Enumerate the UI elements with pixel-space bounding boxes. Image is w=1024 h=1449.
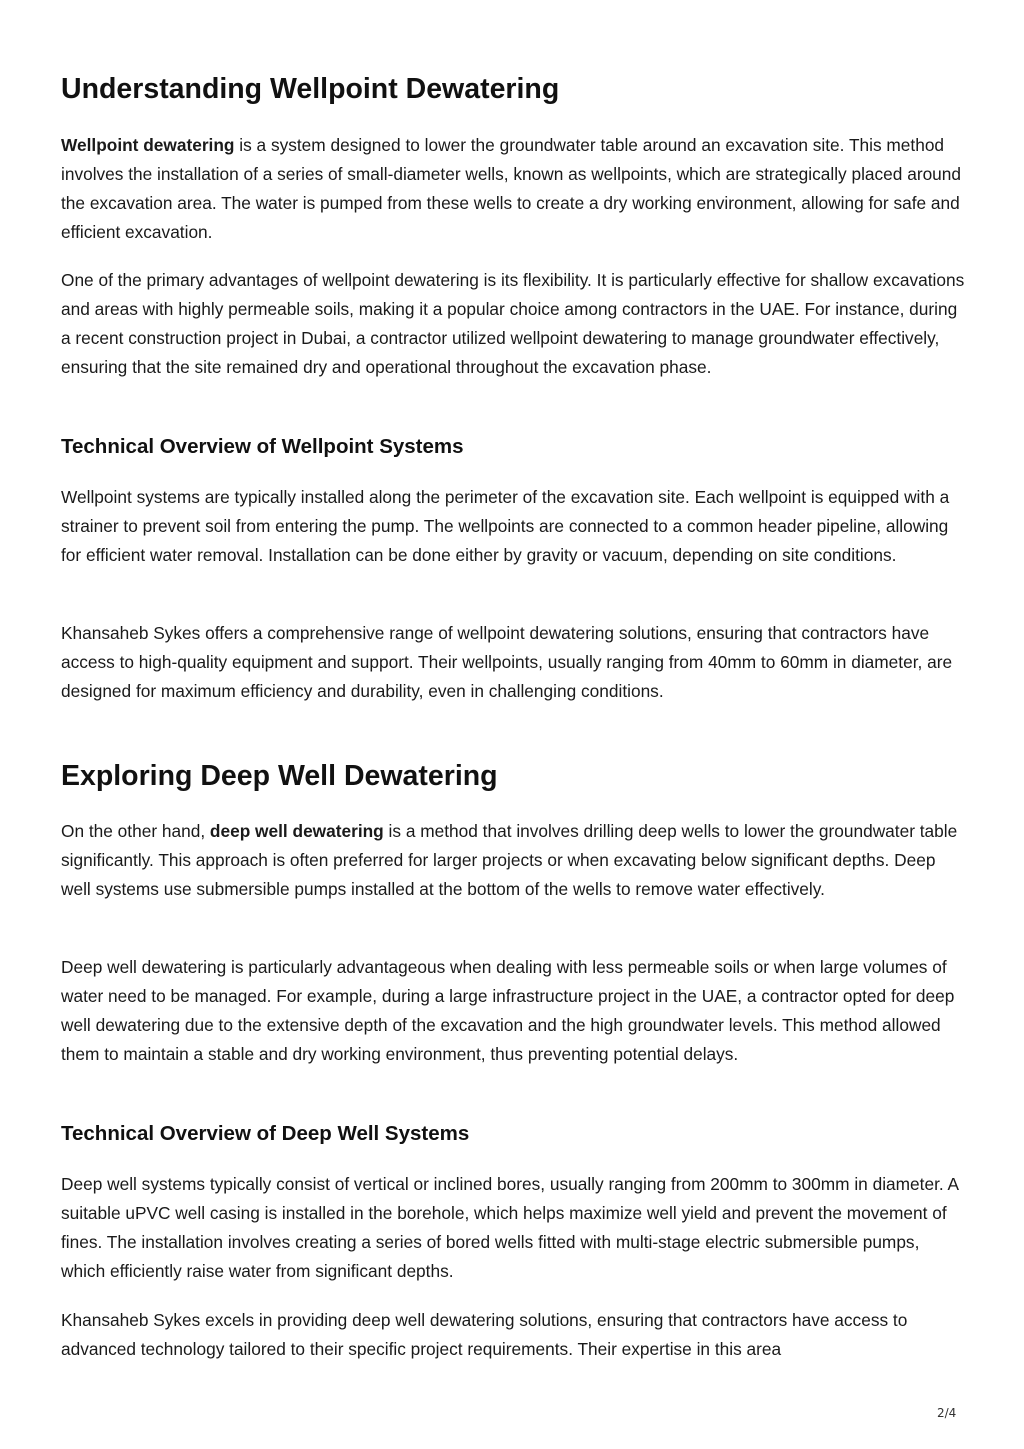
paragraph-text: is a system designed to lower the groundwater table around an excavation site. This method involves the installation of a series of small-diameter wells, known as wellpoints, which are strategically placed around the excavation area. The water is pumped from these wells to create a dry working environment, allowing for safe and efficient excavation. [61,135,962,242]
paragraph-wellpoint-intro [61,131,967,247]
bold-term-deep-well-dewatering: deep well dewatering [209,821,384,841]
paragraph-lead-text: On the other hand, [61,821,210,841]
paragraph-wellpoint-advantages: One of the primary advantages of wellpoint dewatering is its flexibility. It is particularly effective for shallow excavations and areas with highly permeable soils, making it a popular choice among contractors in the UAE. For instance, during a recent construction project in Dubai, a contractor utilized wellpoint dewatering to manage groundwater effectively, ensuring that the site remained dry and operational throughout the excavation phase. [61,270,965,377]
paragraph-text: is a method that involves drilling deep wells to lower the groundwater table significantly. This approach is often preferred for larger projects or when excavating below significant depths. Deep well systems use submersible pumps installed at the bottom of the wells to remove water effectively. [61,821,958,899]
paragraph-deep-well-khansaheb: Khansaheb Sykes excels in providing deep well dewatering solutions, ensuring that contractors have access to advanced technology tailored to their specific project requirements. Their expertise in this area [61,1310,908,1359]
paragraph-wellpoint-khansaheb: Khansaheb Sykes offers a comprehensive range of wellpoint dewatering solutions, ensuring that contractors have access to high-quality equipment and support. Their wellpoints, usually ranging from 40mm to 60mm in diameter, are designed for maximum efficiency and durability, even in challenging conditions. [61,623,953,701]
paragraph-deep-well-intro [61,817,967,904]
paragraph-deep-well-technical: Deep well systems typically consist of vertical or inclined bores, usually ranging from 200mm to 300mm in diameter. A suitable uPVC well casing is installed in the borehole, which helps maximize well yield and prevent the movement of fines. The installation involves creating a series of bored wells fitted with multi-stage electric submersible pumps, which efficiently raise water from significant depths. [61,1174,959,1281]
section-heading-deep-well: Exploring Deep Well Dewatering [61,760,498,792]
bold-term-wellpoint-dewatering: Wellpoint dewatering [61,135,235,155]
page-number: 2/4 [937,1406,957,1420]
subsection-heading-wellpoint-systems: Technical Overview of Wellpoint Systems [61,435,464,458]
section-heading-wellpoint: Understanding Wellpoint Dewatering [61,73,560,105]
subsection-heading-deep-well-systems: Technical Overview of Deep Well Systems [61,1122,470,1145]
paragraph-deep-well-advantages: Deep well dewatering is particularly advantageous when dealing with less permeable soils or when large volumes of water need to be managed. For example, during a large infrastructure project in the UAE, a contractor opted for deep well dewatering due to the extensive depth of the excavation and the high groundwater levels. This method allowed them to maintain a stable and dry working environment, thus preventing potential delays. [61,957,955,1064]
paragraph-wellpoint-technical: Wellpoint systems are typically installed along the perimeter of the excavation site. Each wellpoint is equipped with a strainer to prevent soil from entering the pump. The wellpoints are connected to a common header pipeline, allowing for efficient water removal. Installation can be done either by gravity or vacuum, depending on site conditions. [61,487,950,565]
